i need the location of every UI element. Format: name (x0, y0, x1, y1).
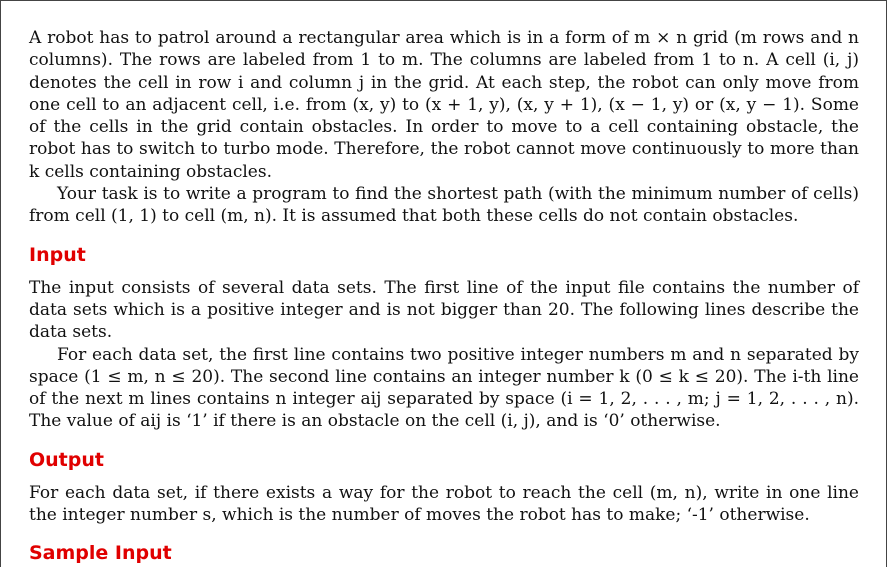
input-paragraph-1: The input consists of several data sets. The first line of the input file contains the number of data sets which is a positive integer and is not bigger than 20. The following lines describe the data sets. (29, 277, 859, 343)
sample-input-heading: Sample Input (29, 542, 172, 565)
input-paragraph-2: For each data set, the first line contains two positive integer numbers m and n separated by space (1 ≤ m, n ≤ 20). The second line contains an integer number k (0 ≤ k ≤ 20). The i-th line of the next m lines contains n integer aij separated by space (i = 1, 2, . . . , m; j = 1, 2, . . . , n). The value of aij is ‘1’ if there is an obstacle on the cell (i, j), and is ‘0’ otherwise. (29, 344, 859, 432)
intro-paragraph-2: Your task is to write a program to find the shortest path (with the minimum number of cells) from cell (1, 1) to cell (m, n). It is assumed that both these cells do not contain obstacles. (29, 184, 859, 227)
input-heading: Input (29, 243, 86, 266)
intro-paragraph-1: A robot has to patrol around a rectangular area which is in a form of m × n grid (m rows and n columns). The rows are labeled from 1 to m. The columns are labeled from 1 to n. A cell (i, j) denotes the cell in row i and column j in the grid. At each step, the robot can only move from one cell to an adjacent cell, i.e. from (x, y) to (x + 1, y), (x, y + 1), (x − 1, y) or (x, y − 1). Some of the cells in the grid contain obstacles. In order to move to a cell containing obstacle, the robot has to switch to turbo mode. Therefore, the robot cannot move continuously to more than k cells containing obstacles. (29, 28, 859, 182)
output-heading: Output (29, 448, 104, 471)
output-paragraph: For each data set, if there exists a way for the robot to reach the cell (m, n), write in one line the integer number s, which is the number of moves the robot has to make; ‘-1’ otherwise. (29, 482, 859, 526)
